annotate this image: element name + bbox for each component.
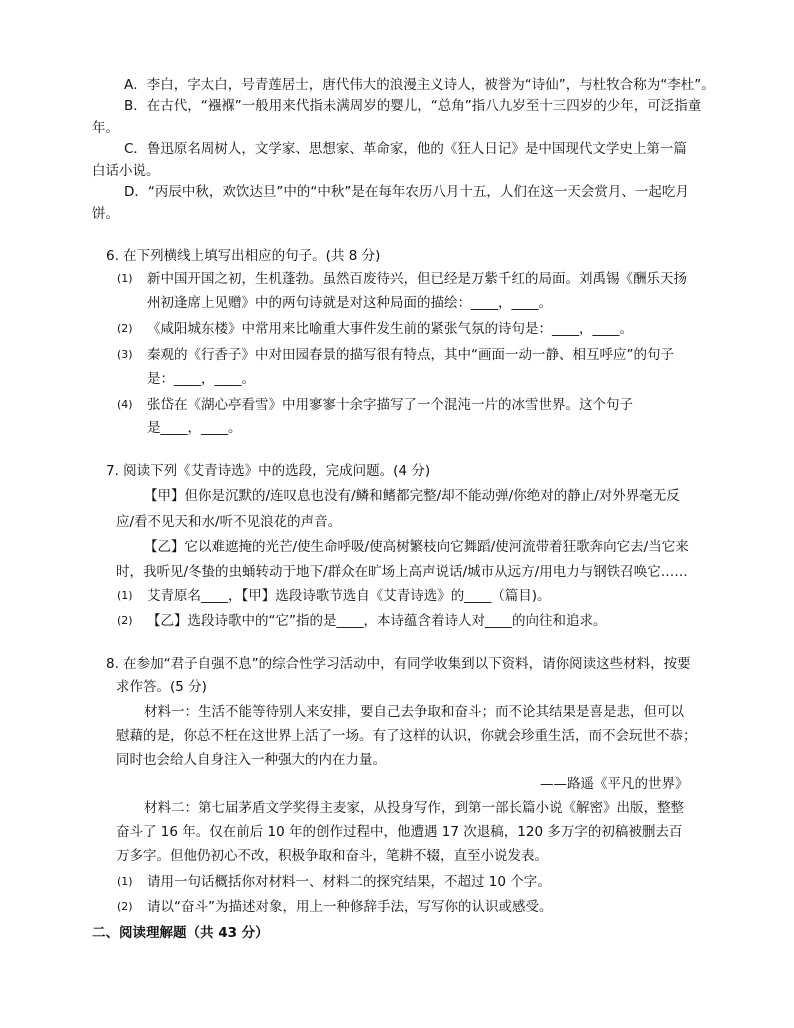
section-2-heading: 二、阅读理解题（共 43 分）: [92, 925, 269, 941]
q7-item2-text: 【乙】选段诗歌中的“它”指的是____，本诗蕴含着诗人对____的向往和追求。: [147, 613, 607, 629]
q6-item1-num: (1): [117, 272, 133, 285]
q7-yi-line1: 【乙】它以难遮掩的光芒/使生命呼吸/使高树繁枝向它舞蹈/使河流带着狂歌奔向它去/当它来: [144, 539, 689, 555]
q6-item2-line1: 《咸阳城东楼》中常用来比喻重大事件发生前的紧张气氛的诗句是：____，____。: [147, 321, 633, 337]
q8-title-line2: 求作答。(5 分): [116, 679, 207, 695]
q6-item1-line1: 新中国开国之初，生机蓬勃。虽然百废待兴，但已经是万紫千红的局面。刘禹锡《酬乐天扬: [147, 271, 687, 287]
q6-item3-num: (3): [117, 348, 133, 361]
q6-title: 6. 在下列横线上填写出相应的句子。(共 8 分): [106, 248, 381, 264]
q8-item1-num: (1): [117, 875, 133, 888]
q8-material2-line2: 奋斗了 16 年。仅在前后 10 年的创作过程中，他遭遇 17 次退稿，120 多万字的初稿被删去百: [116, 824, 683, 840]
option-b-line2: 年。: [92, 120, 119, 136]
q8-material2-line1: 材料二：第七届茅盾文学奖得主麦家，从投身写作，到第一部长篇小说《解密》出版，整整: [144, 800, 684, 816]
q7-jia-line2: 应/看不见天和水/听不见浪花的声音。: [116, 514, 342, 530]
q7-title: 7. 阅读下列《艾青诗选》中的选段，完成问题。(4 分): [106, 463, 431, 479]
q6-item4-num: (4): [117, 398, 133, 411]
q7-yi-line2: 时，我听见/冬蛰的虫蛹转动于地下/群众在旷场上高声说话/城市从远方/用电力与钢铁召唤它……: [116, 564, 688, 580]
option-c-line1: C．鲁迅原名周树人，文学家、思想家、革命家，他的《狂人日记》是中国现代文学史上第一篇: [124, 141, 687, 157]
q6-item3-line2: 是：____，____。: [147, 371, 255, 387]
option-a: A．李白，字太白，号青莲居士，唐代伟大的浪漫主义诗人，被誉为“诗仙”，与杜牧合称为“李杜”。: [124, 77, 715, 93]
option-d-line2: 饼。: [92, 206, 119, 222]
q8-item1-text: 请用一句话概括你对材料一、材料二的探究结果，不超过 10 个字。: [147, 874, 551, 890]
q8-material1-line2: 慰藉的是，你总不枉在这世界上活了一场。有了这样的认识，你就会珍重生活，而不会玩世不恭；: [116, 728, 697, 744]
option-b-line1: B．在古代，“襁褓”一般用来代指未满周岁的婴儿，“总角”指八九岁至十三四岁的少年，可泛指童: [124, 98, 702, 114]
q8-item2-num: (2): [117, 900, 133, 913]
option-c-line2: 白话小说。: [92, 163, 160, 179]
q6-item4-line2: 是____，____。: [147, 420, 242, 436]
option-d-line1: D．“丙辰中秋，欢饮达旦”中的“中秋”是在每年农历八月十五，人们在这一天会赏月、一起吃月: [124, 184, 689, 200]
q8-title-line1: 8. 在参加“君子自强不息”的综合性学习活动中，有同学收集到以下资料，请你阅读这些材料，按要: [106, 656, 691, 672]
q6-item2-num: (2): [117, 322, 133, 335]
q7-item1-text: 艾青原名____，【甲】选段诗歌节选自《艾青诗选》的____（篇目)。: [147, 588, 551, 604]
q6-item1-line2: 州初逢席上见赠》中的两句诗就是对这种局面的描绘：____，____。: [147, 295, 552, 311]
q8-material2-line3: 万多字。但他仍初心不改，积极争取和奋斗，笔耕不辍，直至小说发表。: [116, 848, 548, 864]
q7-item2-num: (2): [117, 614, 133, 627]
q6-item4-line1: 张岱在《湖心亭看雪》中用寥寥十余字描写了一个混沌一片的冰雪世界。这个句子: [147, 397, 633, 413]
q8-material1-source: ——路遥《平凡的世界》: [540, 776, 689, 792]
q8-item2-text: 请以“奋斗”为描述对象，用上一种修辞手法，写写你的认识或感受。: [147, 899, 553, 915]
q8-material1-line3: 同时也会给人自身注入一种强大的内在力量。: [116, 752, 386, 768]
q6-item3-line1: 秦观的《行香子》中对田园春景的描写很有特点，其中“画面一动一静、相互呼应”的句子: [147, 347, 674, 363]
q8-material1-line1: 材料一：生活不能等待别人来安排，要自己去争取和奋斗；而不论其结果是喜是悲，但可以: [144, 704, 684, 720]
q7-item1-num: (1): [117, 589, 133, 602]
q7-jia-line1: 【甲】但你是沉默的/连叹息也没有/鳞和鳍都完整/却不能动弹/你绝对的静止/对外界毫无反: [144, 488, 680, 504]
